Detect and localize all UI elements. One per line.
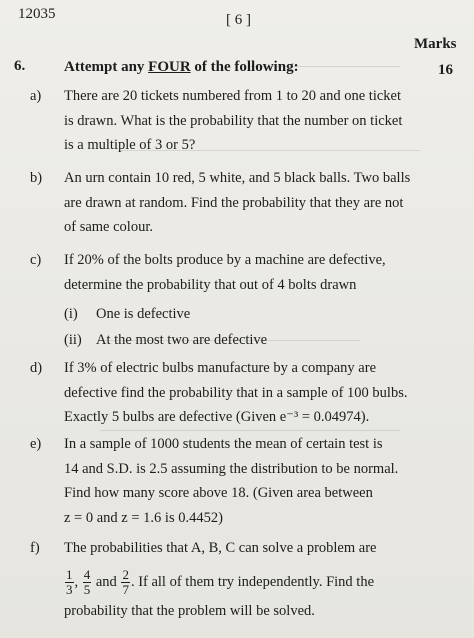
- fraction-separator: ,: [74, 573, 79, 590]
- question-text-tail: . If all of them try independently. Find the: [130, 573, 375, 590]
- question-text-line: is drawn. What is the probability that the number on ticket: [64, 112, 403, 129]
- question-text-line: The probabilities that A, B, C can solve a problem are: [64, 540, 377, 556]
- title-emphasis: FOUR: [148, 59, 191, 75]
- sub-question-label: f): [30, 540, 40, 556]
- question-text-line: If 3% of electric bulbs manufacture by a company are: [64, 360, 377, 376]
- sub-part-label: (i): [64, 306, 78, 322]
- sub-part-i: [64, 302, 190, 327]
- sub-question-label: c): [30, 252, 42, 268]
- title-suffix: of the following:: [190, 59, 299, 75]
- sub-part-text: One is defective: [96, 306, 191, 322]
- sub-question-label: d): [30, 360, 43, 376]
- question-text-line: are drawn at random. Find the probability that they are not: [64, 194, 404, 211]
- question-text-line: defective find the probability that in a sample of 100 bulbs.: [64, 384, 408, 401]
- question-text-line: is a multiple of 3 or 5?: [64, 137, 196, 153]
- question-text-line: Exactly 5 bulbs are defective (Given e⁻³ = 0.04974).: [64, 409, 370, 425]
- fraction-1: $\frac{1}{3}$: [66, 566, 73, 597]
- question-text-line: probability that the problem will be solved.: [64, 602, 315, 619]
- title-prefix: Attempt any: [64, 59, 149, 75]
- question-text-line: An urn contain 10 red, 5 white, and 5 black balls. Two balls: [64, 170, 411, 186]
- question-text-line: If 20% of the bolts produce by a machine are defective,: [64, 252, 386, 268]
- fraction-3: $\frac{2}{7}$: [122, 566, 129, 597]
- sub-question-label: b): [30, 170, 43, 186]
- and-word: and: [95, 573, 117, 590]
- question-marks: 16: [438, 62, 453, 78]
- paper-code: 12035: [18, 6, 56, 22]
- sub-part-text: At the most two are defective: [96, 332, 268, 348]
- question-text-line: of same colour.: [64, 219, 153, 235]
- sub-question-label: e): [30, 436, 42, 452]
- question-text-line: There are 20 tickets numbered from 1 to 20 and one ticket: [64, 88, 402, 104]
- fraction-2: $\frac{4}{5}$: [83, 566, 91, 597]
- question-title: [64, 59, 299, 76]
- sub-part-label: (ii): [64, 332, 82, 348]
- question-text-line: Find how many score above 18. (Given area between: [64, 485, 373, 501]
- marks-column-label: Marks: [414, 36, 457, 52]
- sub-question-label: a): [30, 88, 42, 104]
- page-number: [ 6 ]: [226, 12, 251, 28]
- question-text-line: 14 and S.D. is 2.5 assuming the distribution to be normal.: [64, 460, 399, 477]
- fraction-line: [64, 567, 376, 597]
- sub-part-ii: [64, 328, 267, 353]
- question-text-line: z = 0 and z = 1.6 is 0.4452): [64, 509, 223, 526]
- question-number: 6.: [14, 58, 26, 74]
- question-text-line: In a sample of 1000 students the mean of certain test is: [64, 436, 383, 452]
- question-text-line: determine the probability that out of 4 bolts drawn: [64, 276, 357, 293]
